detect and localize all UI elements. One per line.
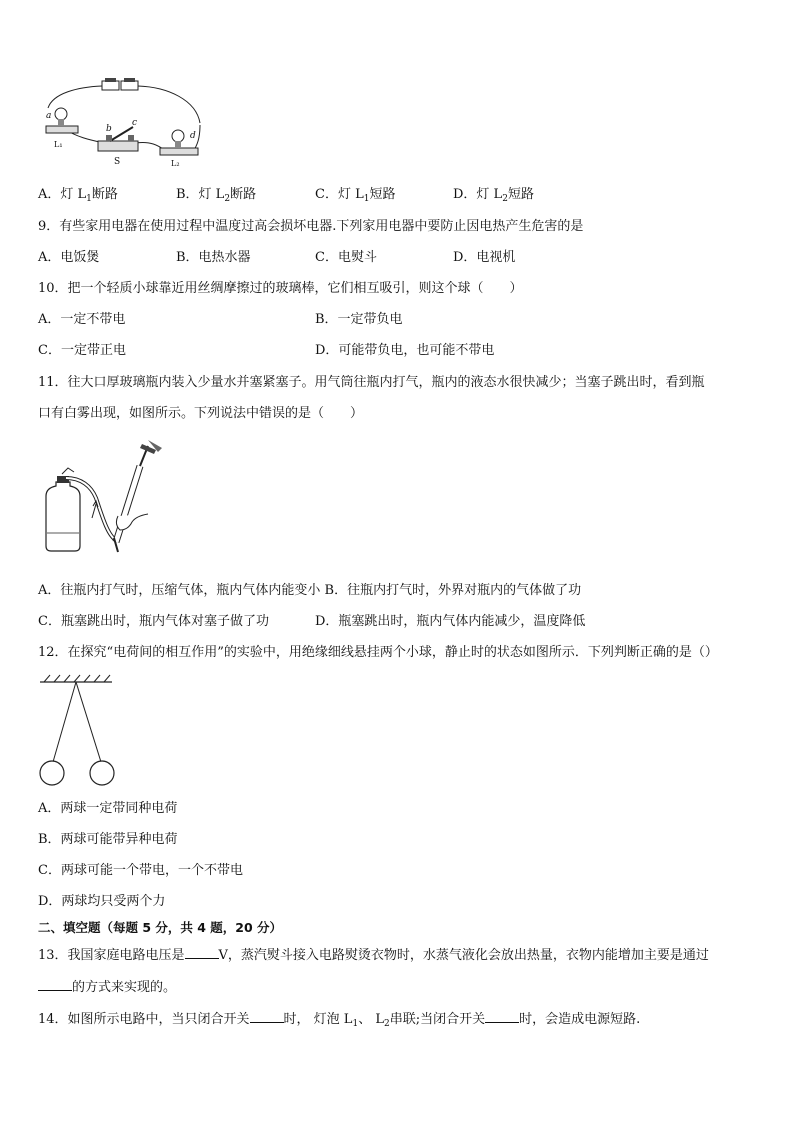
q12-stem: 12．在探究“电荷间的相互作用”的实验中，用绝缘细线悬挂两个小球，静止时的状态如图所示．下列判断正确的是（） <box>38 645 718 660</box>
q12-option-d[interactable]: D．两球均只受两个力 <box>38 894 166 909</box>
q14-blank-1[interactable] <box>250 1010 284 1023</box>
label-b: b <box>106 124 112 134</box>
label-d: d <box>190 131 196 141</box>
section-title: 二、填空题（每题 5 分，共 4 题，20 分） <box>38 920 283 935</box>
label-c: c <box>132 118 138 128</box>
q8-option-c[interactable]: C．灯 $L_1$短路 <box>315 187 396 204</box>
q10-option-b[interactable]: B．一定带负电 <box>315 312 403 327</box>
q10-option-d[interactable]: D．可能带负电，也可能不带电 <box>315 343 495 358</box>
q10-option-c[interactable]: C．一定带正电 <box>38 343 126 358</box>
q10-stem: 10．把一个轻质小球靠近用丝绸摩擦过的玻璃棒，它们相互吸引，则这个球（ ） <box>38 281 523 296</box>
q11-option-d[interactable]: D．瓶塞跳出时，瓶内气体内能减少，温度降低 <box>315 614 586 629</box>
q8-option-d[interactable]: D．灯 $L_2$短路 <box>453 187 534 204</box>
q13-blank-1[interactable] <box>185 946 219 959</box>
q12-option-c[interactable]: C．两球可能一个带电，一个不带电 <box>38 863 243 878</box>
q14-blank-2[interactable] <box>485 1010 519 1023</box>
label-l2: L₂ <box>171 159 180 168</box>
q8-option-b[interactable]: B．灯 $L_2$断路 <box>176 187 257 204</box>
q11-stem-line1: 11．往大口厚玻璃瓶内装入少量水并塞紧塞子。用气筒往瓶内打气，瓶内的液态水很快减少；当塞子跳出时，看到瓶 <box>38 375 705 390</box>
q13-line2: 的方式来实现的。 <box>38 978 176 997</box>
q11-option-c[interactable]: C．瓶塞跳出时，瓶内气体对塞子做了功 <box>38 614 269 629</box>
label-s: S <box>114 157 121 167</box>
q9-option-d[interactable]: D．电视机 <box>453 250 516 265</box>
circuit-figure <box>38 75 208 170</box>
label-a: a <box>46 111 52 121</box>
q10-option-a[interactable]: A．一定不带电 <box>38 312 126 327</box>
q8-option-a[interactable]: A．灯 $L_1$断路 <box>38 187 118 204</box>
q13-line1: 13．我国家庭电路电压是 V，蒸汽熨斗接入电路熨烫衣物时，水蒸气液化会放出热量，衣物内能增加主要是通过 <box>38 948 709 963</box>
q12-option-b[interactable]: B．两球可能带异种电荷 <box>38 832 178 847</box>
q11-option-ab[interactable]: A．往瓶内打气时，压缩气体，瓶内气体内能变小 B．往瓶内打气时，外界对瓶内的气体做了功 <box>38 583 582 598</box>
q12-option-a[interactable]: A．两球一定带同种电荷 <box>38 801 178 816</box>
q14-line: 14．如图所示电路中，当只闭合开关 时， 灯泡 $L_1$、 $L_2$串联;当闭合开关 时，会造成电源短路. <box>38 1012 641 1029</box>
q9-option-b[interactable]: B．电热水器 <box>176 250 251 265</box>
q9-option-a[interactable]: A．电饭煲 <box>38 250 100 265</box>
pump-bottle-figure <box>36 438 166 558</box>
q9-option-c[interactable]: C．电熨斗 <box>315 250 377 265</box>
q9-stem: 9．有些家用电器在使用过程中温度过高会损坏电器.下列家用电器中要防止因电热产生危害的是 <box>38 219 584 234</box>
label-l1: L₁ <box>54 140 63 149</box>
suspended-balls-figure <box>36 670 116 788</box>
q11-stem-line2: 口有白雾出现，如图所示。下列说法中错误的是（ ） <box>38 406 364 421</box>
q13-blank-2[interactable] <box>38 978 72 991</box>
